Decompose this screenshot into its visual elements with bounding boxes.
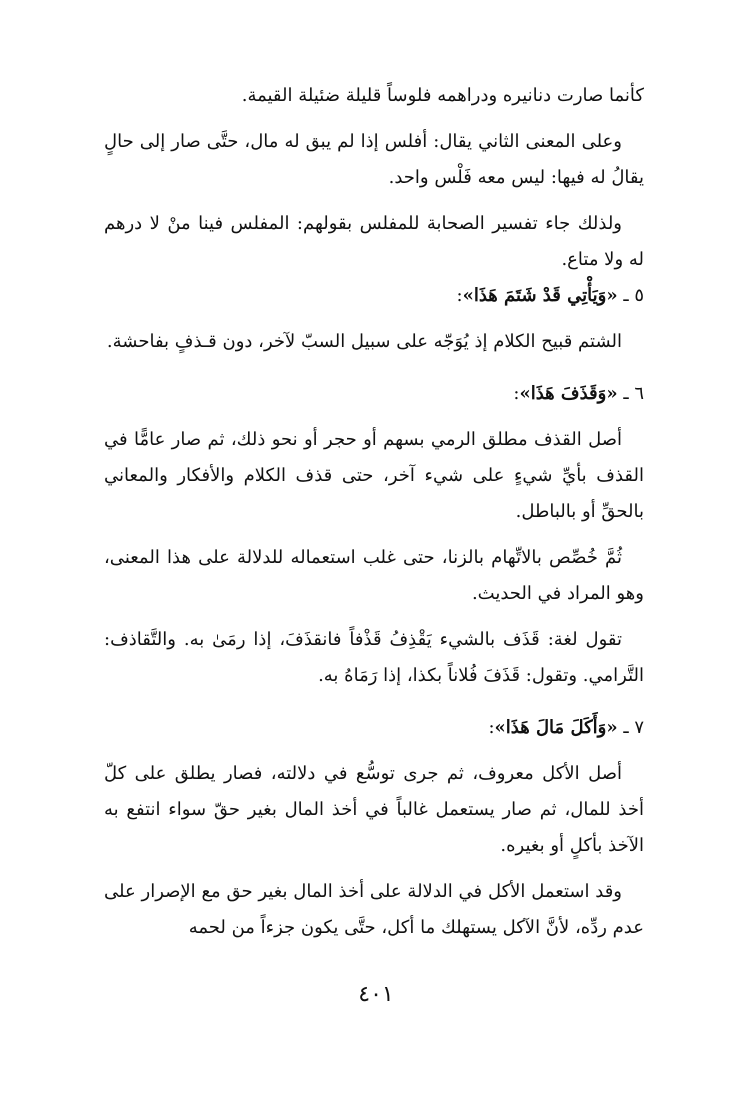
heading-quote: «وَقَذَفَ هَذَا» [519,383,618,404]
paragraph: أصل الأكل معروف، ثم جرى توسُّع في دلالته، فصار يطلق على كلّ أخذ للمال، ثم صار يستعمل غالباً في أخذ المال بغير حقّ سواء انتفع به الآخذ بأكلٍ أو بغيره. [104,763,644,856]
heading-number: ٥ ـ [623,285,644,306]
page-number: ٤٠١ [358,982,394,1007]
page-body [104,78,644,946]
heading-quote: «وَيَأْتِي قَدْ شَتَمَ هَذَا» [462,285,618,306]
heading-number: ٧ ـ [623,717,644,738]
section-heading-7 [104,710,644,746]
paragraph: ولذلك جاء تفسير الصحابة للمفلس بقولهم: المفلس فينا منْ لا درهم له ولا متاع. [104,213,644,270]
heading-quote: «وَأَكَلَ مَالَ هَذَا» [494,717,618,738]
heading-colon: : [456,285,463,306]
paragraph: الشتم قبيح الكلام إذ يُوَجّه على سبيل السبّ لآخر، دون قـذفٍ بفاحشة. [106,331,622,352]
paragraph: وقد استعمل الأكل في الدلالة على أخذ المال بغير حق مع الإصرار على عدم ردِّه، لأنَّ الآكل يستهلك ما أكل، حتَّى يكون جزءاً من لحمه [104,881,644,938]
heading-colon: : [488,717,495,738]
paragraph: أصل القذف مطلق الرمي بسهم أو حجر أو نحو ذلك، ثم صار عامًّا في القذف بأيِّ شيءٍ على شيء آخر، حتى قذف الكلام والأفكار والمعاني بالحقِّ أو بالباطل. [104,429,644,522]
paragraph: وعلى المعنى الثاني يقال: أفلس إذا لم يبق له مال، حتَّى صار إلى حالٍ يقالُ له فيها: ليس معه فَلْس واحد. [104,131,644,188]
paragraph: ثُمَّ خُصِّص بالاتِّهام بالزنا، حتى غلب استعماله للدلالة على هذا المعنى، وهو المراد في الحديث. [104,547,644,604]
heading-colon: : [513,383,520,404]
paragraph: تقول لغة: قَذَف بالشيء يَقْذِفُ قَذْفاً فانقذَفَ، إذا رمَىٰ به. والتَّقاذف: التَّرامي. وتقول: قَذَفَ فُلاناً بكذا، إذا رَمَاهُ به. [104,629,644,686]
section-heading-5 [104,278,644,314]
heading-number: ٦ ـ [623,383,644,404]
section-heading-6 [104,376,644,412]
paragraph: كأنما صارت دنانيره ودراهمه فلوساً قليلة ضئيلة القيمة. [241,85,644,106]
